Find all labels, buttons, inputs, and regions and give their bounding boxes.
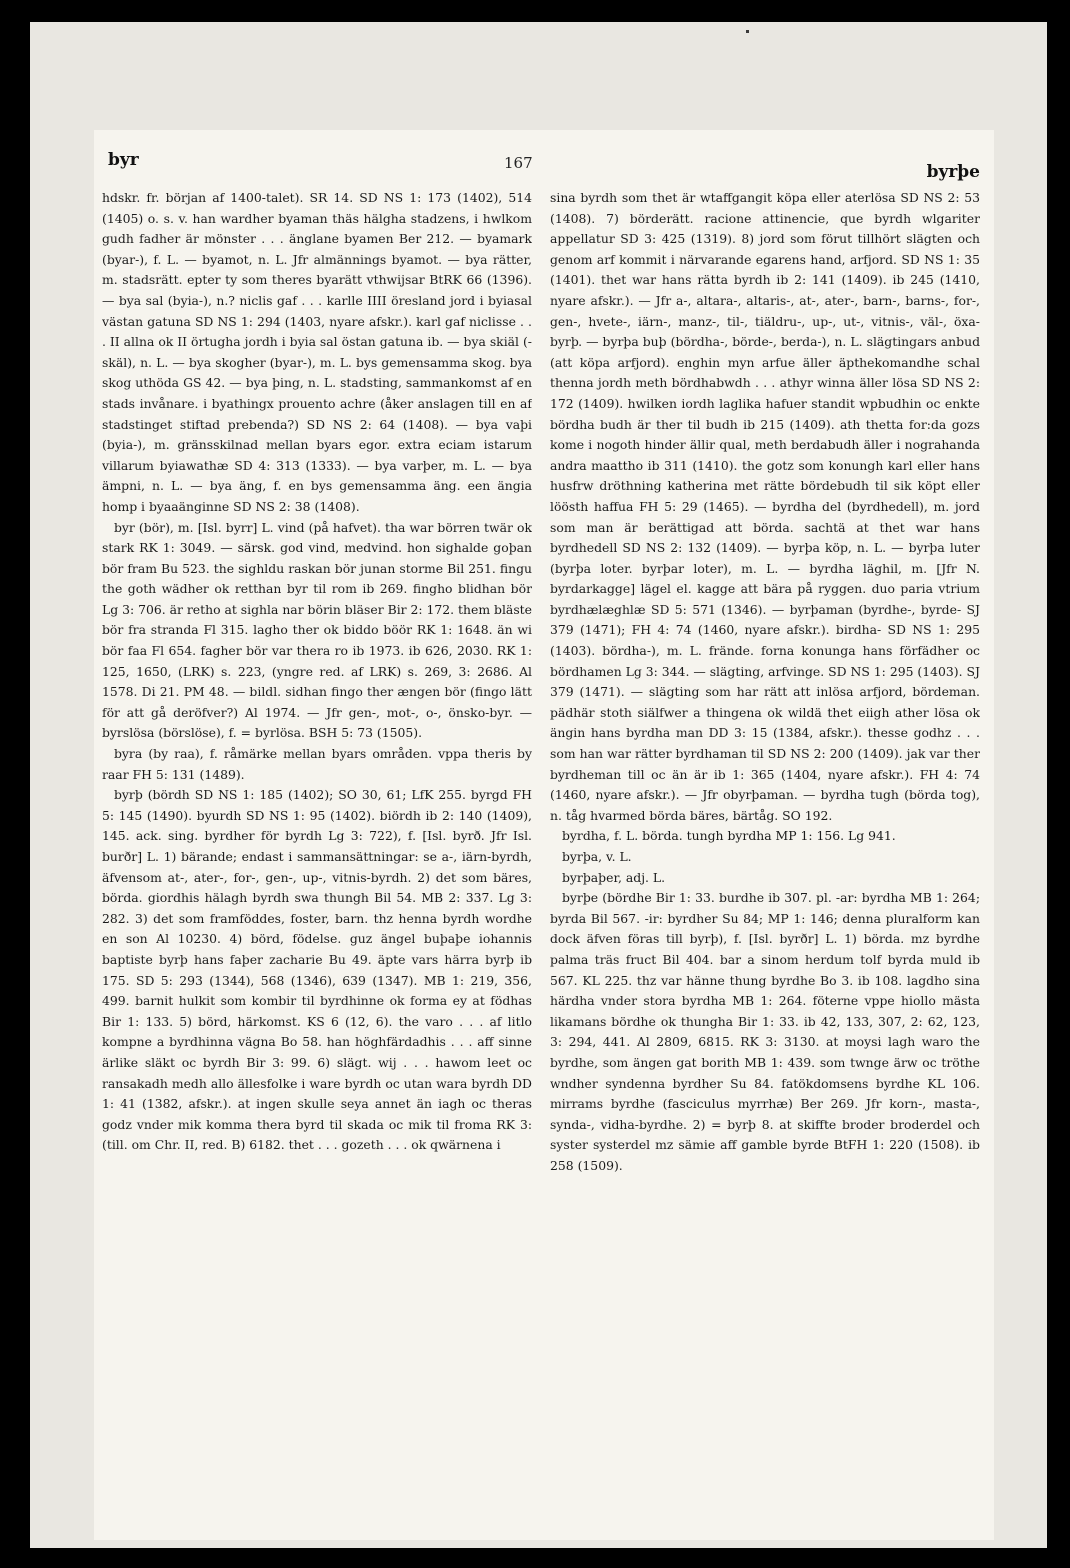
entry-paragraph: byrþe (bördhe Bir 1: 33. burdhe ib 307. pl. -ar: byrdha MB 1: 264; byrda Bil 567. -ir: byrdher Su 84; MP 1: 146; denna pluralform kan dock äfven föras till byrþ), f. [Isl. byrðr] L. 1) börda. mz byrdhe palma träs fruct Bil 404. bar a sinom herdum tolf byrda muld ib 567. KL 225. thz var hänne thung byrdhe Bo 3. ib 108. lagdho sina härdha vnder stora byrdha MB 1: 264. föterne vppe hiollo mästa likamans bördhe ok thungha Bir 1: 33. ib 42, 133, 307, 2: 62, 123, 3: 294, 441. Al 2809, 6815. RK 3: 3130. at moysi lagh waro the byrdhe, som ängen gat borith MB 1: 439. som twnge ärw oc tröthe wndher syndenna byrdher Su 84. fatökdomsens byrdhe KL 106. mirrams byrdhe (fasciculus myrrhæ) Ber 269. Jfr korn-, masta-, synda-, vidha-byrdhe. 2) = byrþ 8. at skiffte broder broderdel och syster systerdel mz sämie aff gamble byrde BtFH 1: 220 (1508). ib 258 (1509). bbox=[550, 890, 980, 1173]
entry-paragraph: byrdha, f. L. börda. tungh byrdha MP 1: 156. Lg 941. bbox=[562, 828, 896, 844]
entry-paragraph: sina byrdh som thet är wtaffgangit köpa eller aterlösa SD NS 2: 53 (1408). 7) börderätt. racione attinencie, que byrdh wlgariter appellatur SD 3: 425 (1319). 8) jord som förut tillhört slägten och genom arf kommit i närvarande egarens hand, arfjord. SD NS 1: 35 (1401). thet war hans rätta byrdh ib 2: 141 (1409). ib 245 (1410, nyare afskr.). — Jfr a-, altara-, altaris-, at-, ater-, barn-, barns-, for-, gen-, hvete-, iärn-, manz-, til-, tiäldru-, up-, ut-, vitnis-, väl-, öxa-byrþ. — byrþa buþ (bördha-, börde-, berda-), n. L. slägtingars anbud (att köpa arfjord). enghin myn arfue äller äpthekomandhe schal thenna jordh meth bördhabwdh . . . athyr winna äller lösa SD NS 2: 172 (1409). hwilken iordh laglika hafuer standit wpbudhin oc enkte bördha budh är ther til budh ib 215 (1409). ath thetta for:da gozs kome i nogoth hinder ällir qual, meth berdabudh äller i nograhanda andra maattho ib 311 (1410). the gotz som konungh karl eller hans husfrw dröthning katherina met rätte bördebudh til sik köpt eller löösth haffua FH 5: 29 (1465). — byrdha del (byrdhedell), m. jord som man är berättigad att börda. sachtä at thet war hans byrdhedell SD NS 2: 132 (1409). — byrþa köp, n. L. — byrþa luter (byrþa loter. byrþar loter), m. L. — byrdha läghil, m. [Jfr N. byrdarkagge] lägel el. kagge att bära på ryggen. duo paria vtrium byrdhælæghlæ SD 5: 571 (1346). — byrþaman (byrdhe-, byrde- SJ 379 (1471); FH 4: 74 (1460, nyare afskr.). birdha- SD NS 1: 295 (1403). bördha-), m. L. frände. forna konunga hans förfädher oc bördhamen Lg 3: 344. — slägting, arfvinge. SD NS 1: 295 (1403). SJ 379 (1471). — slägting som har rätt att inlösa arfjord, bördeman. pädhär stoth siälfwer a thingena ok wildä thet eiigh ather lösa ok ängin hans byrdha man DD 3: 15 (1384, afskr.). thesse godhz . . . som han war rätter byrdhaman til SD NS 2: 200 (1409). jak var ther byrdheman till oc än är ib 1: 365 (1404, nyare afskr.). FH 4: 74 (1460, nyare afskr.). — Jfr obyrþaman. — byrdha tugh (börda tog), n. tåg hvarmed börda bäres, bärtåg. SO 192. bbox=[550, 190, 980, 823]
header-left-guide-word: byr bbox=[108, 150, 139, 170]
header-right-guide-word: byrþe bbox=[926, 162, 980, 182]
scanned-sheet bbox=[30, 22, 1047, 1548]
page-number: 167 bbox=[504, 154, 533, 172]
entry-paragraph: hdskr. fr. början af 1400-talet). SR 14. SD NS 1: 173 (1402), 514 (1405) o. s. v. han wardher byaman thäs hälgha stadzens, i hwlkom gudh fadher är mönster . . . änglane byamen Ber 212. — byamark (byar-), f. L. — byamot, n. L. Jfr almännings byamot. — bya rätter, m. stadsrätt. epter ty som theres byarätt vthwijsar BtRK 66 (1396). — bya sal (byia-), n.? niclis gaf . . . karlle IIII öresland jord i byiasal västan gatuna SD NS 1: 294 (1403, nyare afskr.). karl gaf niclisse . . . II allna ok II örtugha jordh i byia sal östan gatuna ib. — bya skiäl (-skäl), n. L. — bya skogher (byar-), m. L. bys gemensamma skog. bya skog uthöda GS 42. — bya þing, n. L. stadsting, sammankomst af en stads invånare. i byathingx prouento achre (åker anslagen till en af stadstinget stiftad prebenda?) SD NS 2: 64 (1408). — bya vaþi (byia-), m. gränsskilnad mellan byars egor. extra eciam istarum villarum byiawathæ SD 4: 313 (1333). — bya varþer, m. L. — bya ämpni, n. L. — bya äng, f. en bys gemensamma äng. een ängia homp i byaaänginne SD NS 2: 38 (1408). bbox=[102, 190, 532, 514]
entry-paragraph: byrþa, v. L. bbox=[562, 849, 632, 864]
right-column bbox=[550, 188, 980, 1408]
entry-paragraph: byrþaþer, adj. L. bbox=[562, 869, 666, 885]
corner-mark bbox=[746, 30, 749, 33]
entry-paragraph: byr (bör), m. [Isl. byrr] L. vind (på hafvet). tha war börren twär ok stark RK 1: 3049. — särsk. god vind, medvind. hon sighalde goþan bör fram Bu 523. the sighldu raskan bör junan storme Bil 251. fingu the goth wädher ok retthan byr til rom ib 269. fingho blidhan bör Lg 3: 706. är retho at sighla nar börin bläser Bir 2: 172. them bläste bör fra stranda Fl 315. lagho ther ok biddo böör RK 1: 1648. än wi bör faa Fl 654. fagher bör var thera ro ib 1973. ib 626, 2030. RK 1: 125, 1650, (LRK) s. 223, (yngre red. af LRK) s. 269, 3: 2686. Al 1578. Di 21. PM 48. — bildl. sidhan fingo ther ængen bör (fingo lätt för att gå deröfver?) Al 1974. — Jfr gen-, mot-, o-, önsko-byr. — byrslösa (börslöse), f. = byrlösa. BSH 5: 73 (1505). bbox=[102, 519, 532, 741]
page-header bbox=[94, 150, 994, 190]
entry-paragraph: byrþ (bördh SD NS 1: 185 (1402); SO 30, 61; LfK 255. byrgd FH 5: 145 (1490). byurdh SD NS 1: 95 (1402). biördh ib 2: 140 (1409), 145. ack. sing. byrdher för byrdh Lg 3: 722), f. [Isl. byrð. Jfr Isl. burðr] L. 1) bärande; endast i sammansättningar: se a-, iärn-byrdh, äfvensom at-, ater-, for-, gen-, up-, vitnis-byrdh. 2) det som bäres, börda. giordhis hälagh byrdh swa thungh Bil 54. MB 2: 337. Lg 3: 282. 3) det som framföddes, foster, barn. thz henna byrdh wordhe en son Al 10230. 4) börd, födelse. guz ängel buþaþe iohannis baptiste byrþ hans faþer zacharie Bu 49. äpte vars härra byrþ ib 175. SD 5: 293 (1344), 568 (1346), 639 (1347). MB 1: 219, 356, 499. barnit hulkit som kombir til byrdhinne ok forma ey at födhas Bir 1: 133. 5) börd, härkomst. KS 6 (12, 6). the varo . . . af litlo kompne a byrdhinna vägna Bo 58. han höghfärdadhis . . . aff sinne ärlike släkt oc byrdh Bir 3: 99. 6) slägt. wij . . . hawom leet oc ransakadh medh allo ällesfolke i ware byrdh oc utan wara byrdh DD 1: 41 (1382, afskr.). at ingen skulle seya annet än iagh oc theras godz vnder mik komma thera byrd til skada oc mik til froma RK 3: (till. om Chr. II, red. B) 6182. thet . . . gozeth . . . ok qwärnena i bbox=[102, 787, 532, 1153]
dictionary-page bbox=[94, 130, 994, 1540]
entry-paragraph: byra (by raa), f. råmärke mellan byars områden. vppa theris by raar FH 5: 131 (1489). bbox=[102, 746, 532, 782]
left-column bbox=[102, 188, 532, 1388]
